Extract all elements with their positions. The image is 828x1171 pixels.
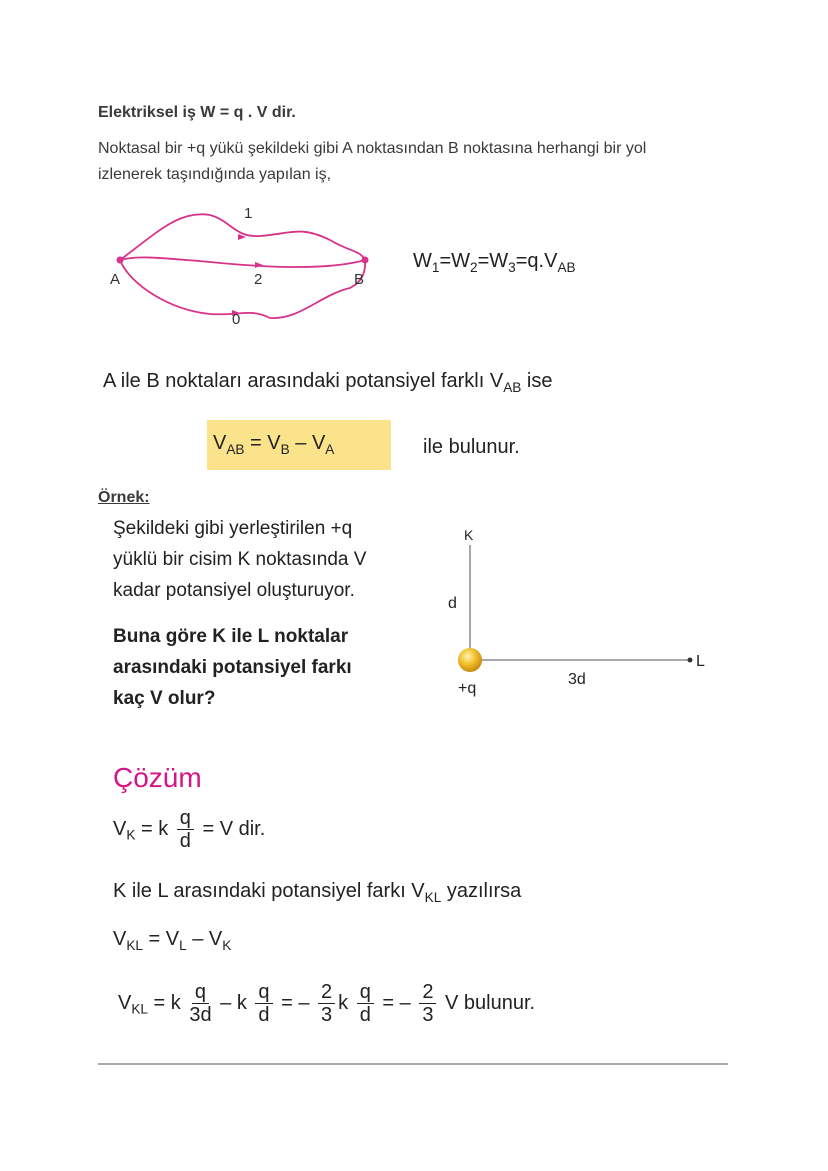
fraction: $\frac{2}{3}$ xyxy=(419,982,436,1025)
vk-formula: $V_K = k$ $\frac{q}{d}$ = V dir. xyxy=(113,807,266,852)
found-text: ile bulunur. xyxy=(423,436,520,458)
label-b: B xyxy=(354,271,365,288)
charge-figure xyxy=(440,520,720,700)
example-line: yüklü bir cisim K noktasında V xyxy=(113,549,367,570)
path-2 xyxy=(120,257,365,267)
label-k: K xyxy=(464,527,474,543)
fraction: $\frac{q}{3d}$ xyxy=(189,981,212,1026)
final-formula: $V_{KL} = k$ $\frac{q}{3d}$ – k $\frac{q}{d}$ = – $\frac{2}{3}$ k $\frac{q}{d}$ = – $\frac{2}{3}$ V bulunur. xyxy=(118,981,536,1026)
potential-sentence: A ile B noktaları arasındaki potansiyel farklı $V_{AB}$ ise xyxy=(103,370,553,395)
fraction: $\frac{q}{d}$ xyxy=(357,982,374,1025)
path-0 xyxy=(120,260,365,318)
example-line: kadar potansiyel oluşturuyor. xyxy=(113,580,355,601)
label-charge: +q xyxy=(458,680,477,697)
label-path-1: 1 xyxy=(244,205,253,222)
heading: Elektriksel iş W = q . V dir. xyxy=(98,104,296,121)
label-path-2: 2 xyxy=(254,271,263,288)
example-label: Örnek: xyxy=(98,489,150,506)
path-diagram xyxy=(100,200,390,340)
work-equation: $W_1=W_2=W_3=q.V_{AB}$ xyxy=(413,250,576,275)
label-path-0: 0 xyxy=(232,311,241,328)
question-line: kaç V olur? xyxy=(113,688,216,709)
label-l: L xyxy=(696,653,705,670)
charge-ball xyxy=(458,648,482,672)
question-text xyxy=(113,621,352,714)
divider xyxy=(98,1063,728,1065)
intro-line-2: izlenerek taşındığında yapılan iş, xyxy=(98,166,332,183)
label-d: d xyxy=(448,595,457,612)
example-text xyxy=(113,513,366,606)
solution-title: Çözüm xyxy=(113,762,202,793)
point-a-dot xyxy=(117,257,124,264)
question-line: Buna göre K ile L noktalar xyxy=(113,626,349,647)
fraction: $\frac{2}{3}$ xyxy=(318,982,335,1025)
vkl-definition: $V_{KL} = V_L - V_K$ xyxy=(113,928,232,953)
point-l-dot xyxy=(688,658,693,663)
intro-line-1: Noktasal bir +q yükü şekildeki gibi A noktasından B noktasına herhangi bir yol xyxy=(98,140,647,157)
example-line: Şekildeki gibi yerleştirilen +q xyxy=(113,518,353,539)
question-line: arasındaki potansiyel farkı xyxy=(113,657,352,678)
highlight-formula: $V_{AB} = V_B - V_A$ xyxy=(213,432,335,457)
label-3d: 3d xyxy=(568,671,586,688)
fraction: $\frac{q}{d}$ xyxy=(255,982,272,1025)
arrow-2-icon xyxy=(255,262,263,268)
fraction: $\frac{q}{d}$ xyxy=(177,808,194,851)
kl-sentence: K ile L arasındaki potansiyel farkı $V_{KL}$ yazılırsa xyxy=(113,880,522,905)
point-b-dot xyxy=(362,257,369,264)
label-a: A xyxy=(110,271,121,288)
